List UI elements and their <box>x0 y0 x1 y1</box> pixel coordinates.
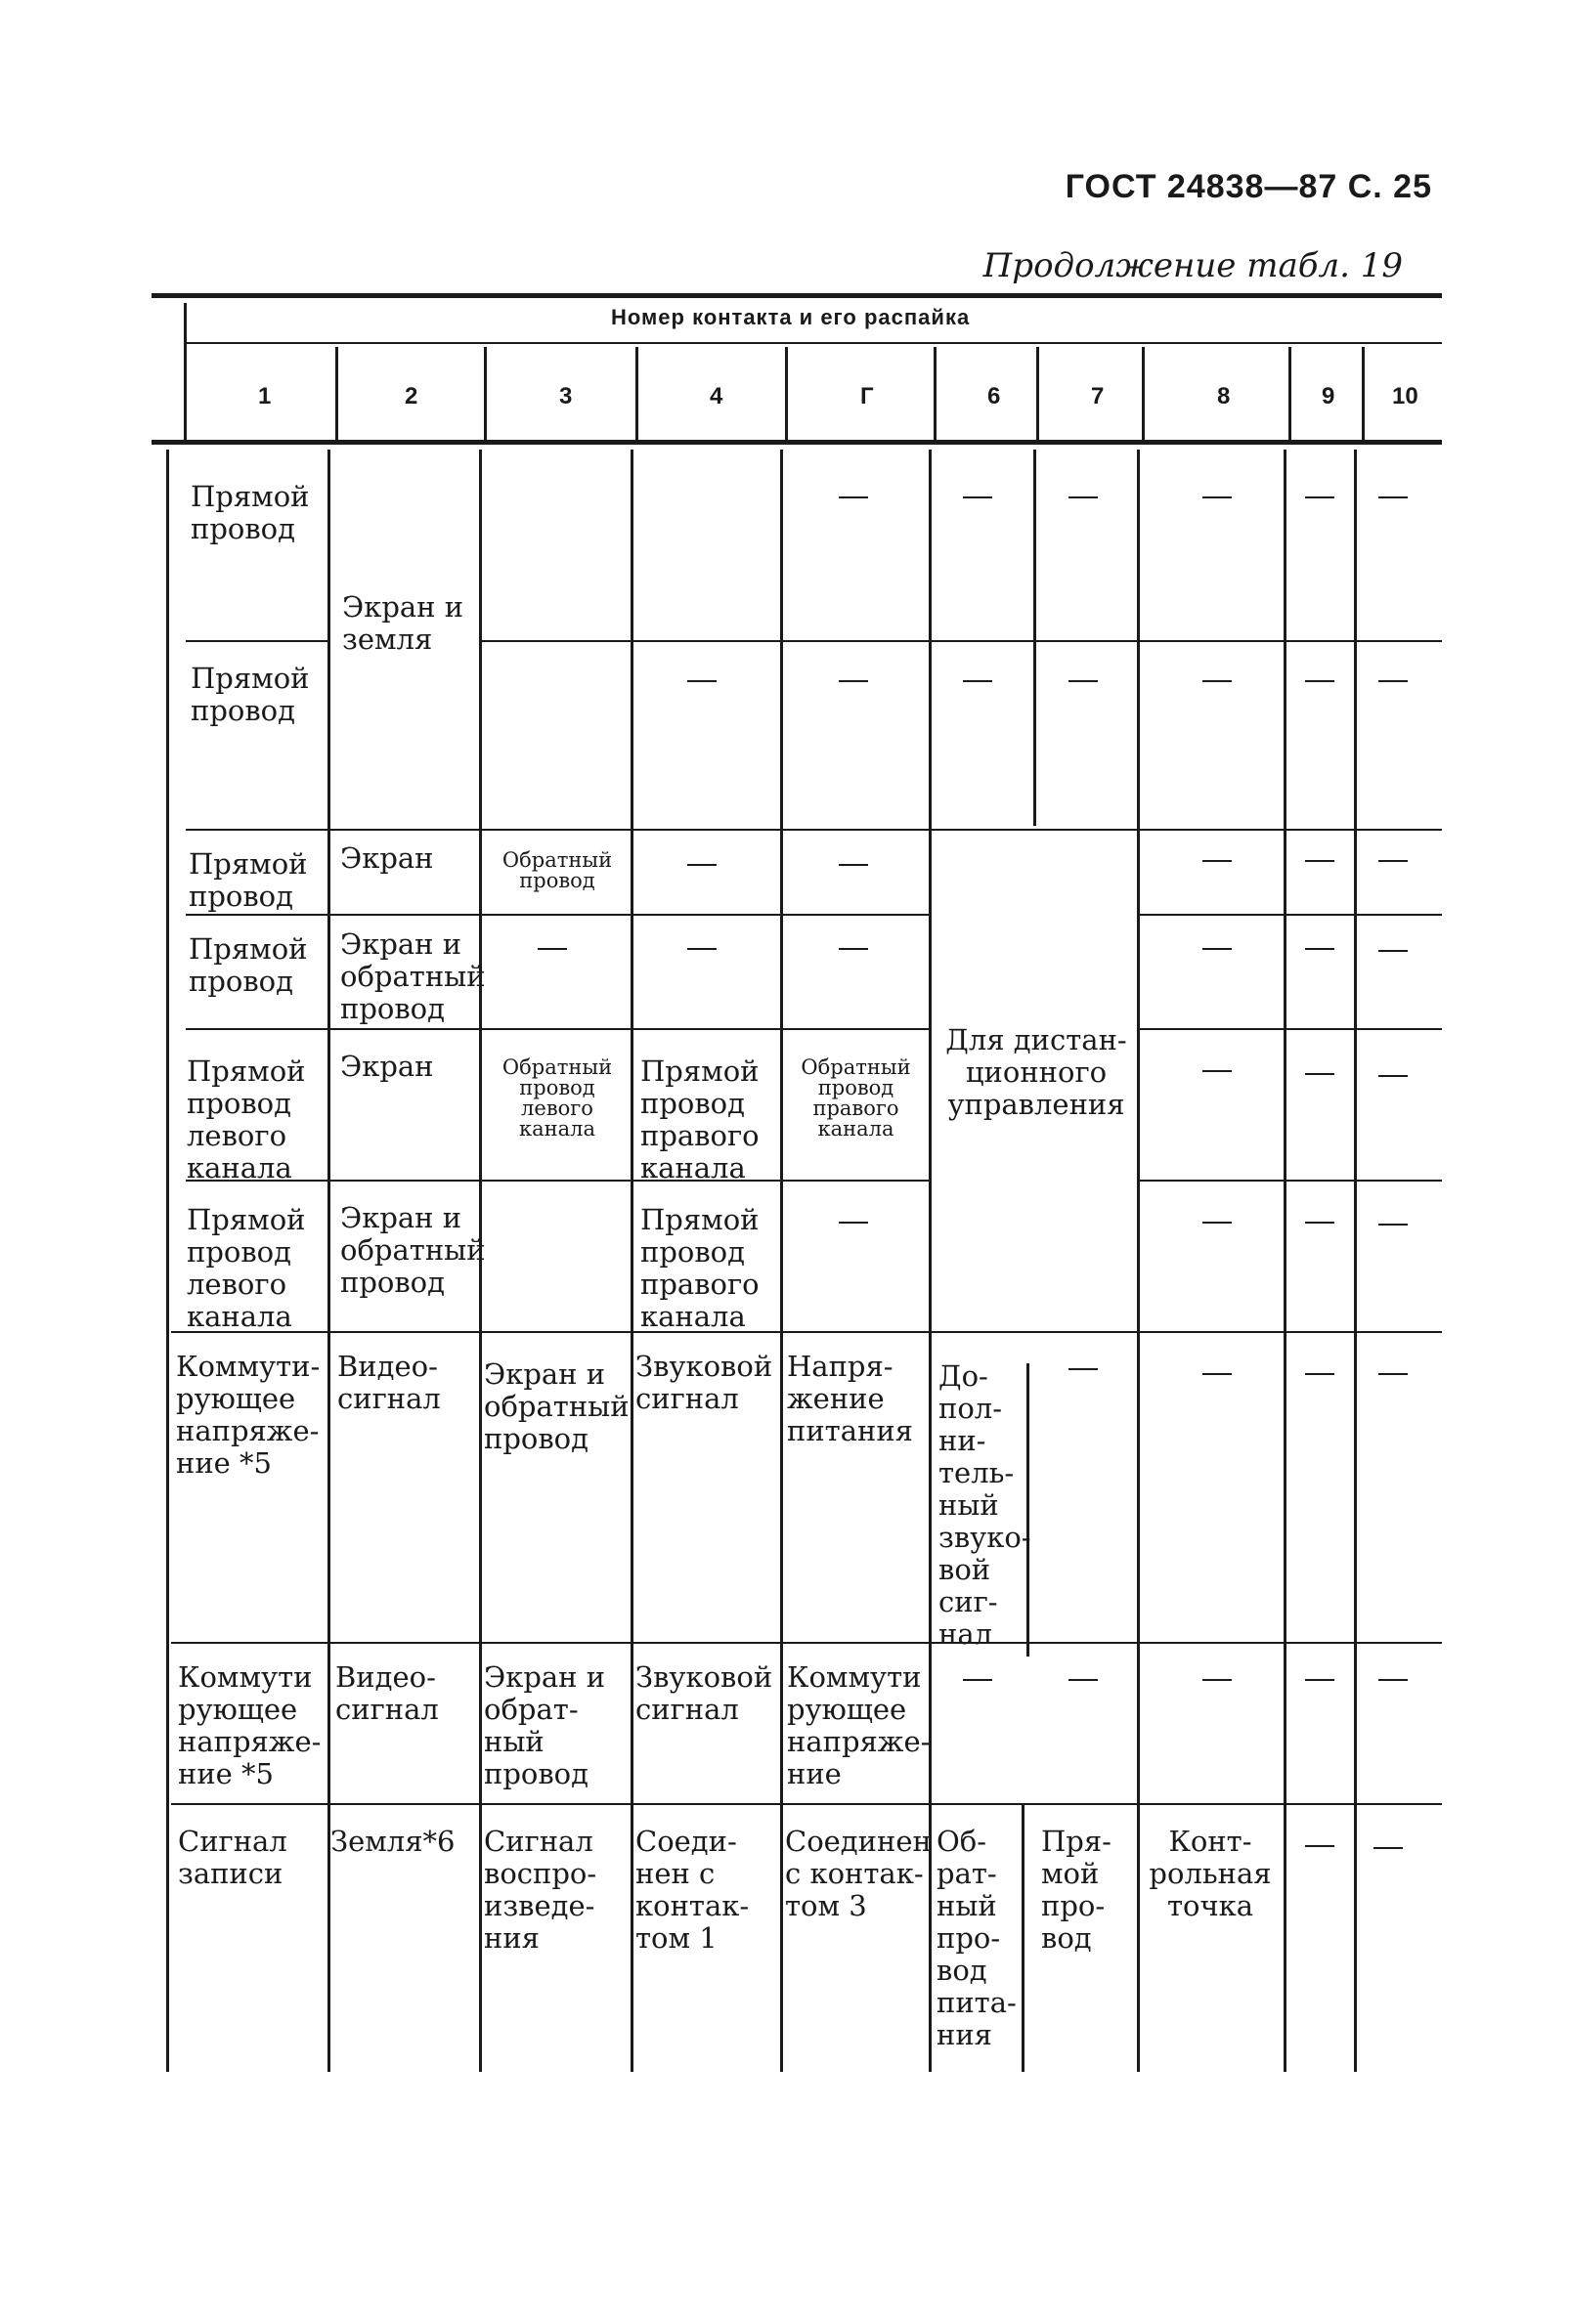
empty-dash <box>1202 1222 1232 1224</box>
grid-line <box>631 450 633 2072</box>
cell-r7-c3: Экран и обратный провод <box>484 1357 630 1455</box>
row-rule <box>171 1642 1442 1644</box>
row-rule <box>1137 1028 1442 1030</box>
row-rule <box>171 1331 1442 1333</box>
grid-line <box>635 347 638 442</box>
grid-line <box>1137 450 1140 2072</box>
empty-dash <box>1378 680 1408 682</box>
cell-r1-c1: Прямой провод <box>191 480 310 545</box>
col-header-7: 7 <box>1091 383 1105 409</box>
row-rule <box>186 914 929 916</box>
empty-dash <box>1068 496 1098 498</box>
page-header: ГОСТ 24838—87 С. 25 <box>1065 168 1432 205</box>
empty-dash <box>1305 496 1334 498</box>
table-caption: Номер контакта и его распайка <box>611 305 971 329</box>
empty-dash <box>1305 1073 1334 1075</box>
cell-r5-c2: Экран <box>340 1050 434 1083</box>
caption-rule <box>186 342 1442 344</box>
cell-r9-c1: Сигнал записи <box>178 1825 287 1890</box>
cell-r12-c2: Экран и земля <box>342 590 464 656</box>
grid-line <box>1022 1803 1024 2072</box>
empty-dash <box>1202 1679 1232 1681</box>
grid-line <box>335 347 338 442</box>
cell-r4-c1: Прямой провод <box>189 932 308 998</box>
grid-line <box>934 347 937 442</box>
empty-dash <box>1378 1373 1408 1375</box>
col-header-3: 3 <box>559 383 573 409</box>
cell-r7-c6: До- пол- ни- тель- ный звуко- вой сиг- нал <box>938 1359 1031 1651</box>
col-header-9: 9 <box>1322 383 1335 409</box>
cell-r5-c5: Обратный провод правого канала <box>801 1055 911 1140</box>
grid-line <box>184 303 187 442</box>
cell-r9-c2: Земля*6 <box>330 1825 456 1858</box>
row-rule <box>186 1028 929 1030</box>
empty-dash <box>839 864 868 866</box>
empty-dash <box>1305 1679 1334 1681</box>
empty-dash <box>839 948 868 950</box>
empty-dash <box>687 864 717 866</box>
empty-dash <box>1202 1070 1232 1072</box>
empty-dash <box>963 1679 992 1681</box>
grid-line <box>785 347 788 442</box>
row-rule <box>171 1803 1442 1805</box>
cell-r6-c4: Прямой провод правого канала <box>640 1203 760 1333</box>
table-continuation: Продолжение табл. 19 <box>982 246 1403 285</box>
cell-r8-c2: Видео- сигнал <box>335 1660 439 1726</box>
cell-r9-c4: Соеди- нен с контак- том 1 <box>635 1825 750 1955</box>
empty-dash <box>1305 1222 1334 1224</box>
col-header-8: 8 <box>1217 383 1231 409</box>
cell-r5-c4: Прямой провод правого канала <box>640 1054 760 1184</box>
empty-dash <box>1202 680 1232 682</box>
cell-r8-c3: Экран и обрат- ный провод <box>484 1660 606 1790</box>
cell-r9-c8: Конт- рольная точка <box>1149 1825 1272 1922</box>
grid-line <box>1354 450 1357 2072</box>
cell-r5-c3: Обратный провод левого канала <box>501 1055 613 1140</box>
top-rule <box>152 293 1442 298</box>
cell-r7-c5: Напря- жение питания <box>787 1350 913 1447</box>
grid-line <box>1142 347 1145 442</box>
cell-r9-c5: Соединен с контак- том 3 <box>785 1825 932 1922</box>
cell-r7-c2: Видео- сигнал <box>337 1350 441 1415</box>
col-header-10: 10 <box>1392 383 1418 409</box>
empty-dash <box>1068 1368 1098 1370</box>
grid-line <box>780 450 783 2072</box>
cell-r9-c3: Сигнал воспро- изведе- ния <box>484 1825 597 1955</box>
header-bottom-rule <box>152 440 1442 445</box>
empty-dash <box>963 496 992 498</box>
row-rule <box>479 640 1442 642</box>
col-header-5: Г <box>860 383 874 409</box>
cell-r6-c1: Прямой провод левого канала <box>187 1203 306 1333</box>
empty-dash <box>1202 860 1232 862</box>
empty-dash <box>1378 950 1408 952</box>
cell-r2-c1: Прямой провод <box>191 662 310 727</box>
empty-dash <box>1373 1847 1403 1849</box>
cell-r9-c6: Об- рат- ный про- вод пита- ния <box>937 1825 1017 2051</box>
empty-dash <box>1202 948 1232 950</box>
cell-r7-c1: Коммути- рующее напряже- ние *5 <box>176 1350 321 1480</box>
empty-dash <box>1378 1224 1408 1226</box>
row-rule <box>1137 914 1442 916</box>
empty-dash <box>839 1222 868 1224</box>
empty-dash <box>1378 1679 1408 1681</box>
col-header-4: 4 <box>710 383 723 409</box>
empty-dash <box>1068 1679 1098 1681</box>
cell-r4-c2: Экран и обратный провод <box>340 927 486 1025</box>
cell-r3-c2: Экран <box>340 841 434 875</box>
grid-line <box>1288 347 1291 442</box>
empty-dash <box>839 496 868 498</box>
empty-dash <box>1378 496 1408 498</box>
cell-r6-c2: Экран и обратный провод <box>340 1201 486 1299</box>
empty-dash <box>1202 1373 1232 1375</box>
row-rule <box>186 640 327 642</box>
empty-dash <box>1202 496 1232 498</box>
grid-line <box>1033 450 1036 826</box>
cell-r3-c1: Прямой провод <box>189 847 308 913</box>
cell-r9-c7: Пря- мой про- вод <box>1041 1825 1111 1955</box>
empty-dash <box>839 680 868 682</box>
empty-dash <box>1305 1845 1334 1847</box>
cell-r5-c1: Прямой провод левого канала <box>187 1054 306 1184</box>
grid-line <box>484 347 487 442</box>
col-header-1: 1 <box>258 383 272 409</box>
row-rule <box>1137 1180 1442 1182</box>
grid-line <box>166 450 169 2072</box>
col-header-6: 6 <box>987 383 1001 409</box>
empty-dash <box>687 680 717 682</box>
cell-r7-c4: Звуковой сигнал <box>635 1350 773 1415</box>
cell-r8-c1: Коммути рующее напряже- ние *5 <box>178 1660 322 1790</box>
empty-dash <box>1305 948 1334 950</box>
cell-r36-c67: Для дистан- ционного управления <box>945 1023 1127 1121</box>
empty-dash <box>1305 1373 1334 1375</box>
cell-r8-c4: Звуковой сигнал <box>635 1660 773 1726</box>
empty-dash <box>1305 860 1334 862</box>
row-rule <box>186 829 1442 831</box>
empty-dash <box>687 948 717 950</box>
grid-line <box>1036 347 1039 442</box>
empty-dash <box>538 948 567 950</box>
cell-r3-c3: Обратный провод <box>501 848 613 892</box>
cell-r8-c5: Коммути рующее напряже- ние <box>787 1660 931 1790</box>
empty-dash <box>1068 680 1098 682</box>
empty-dash <box>1378 860 1408 862</box>
grid-line <box>1362 347 1365 442</box>
col-header-2: 2 <box>405 383 418 409</box>
empty-dash <box>1305 680 1334 682</box>
empty-dash <box>963 680 992 682</box>
empty-dash <box>1378 1075 1408 1077</box>
grid-line <box>1284 450 1286 2072</box>
